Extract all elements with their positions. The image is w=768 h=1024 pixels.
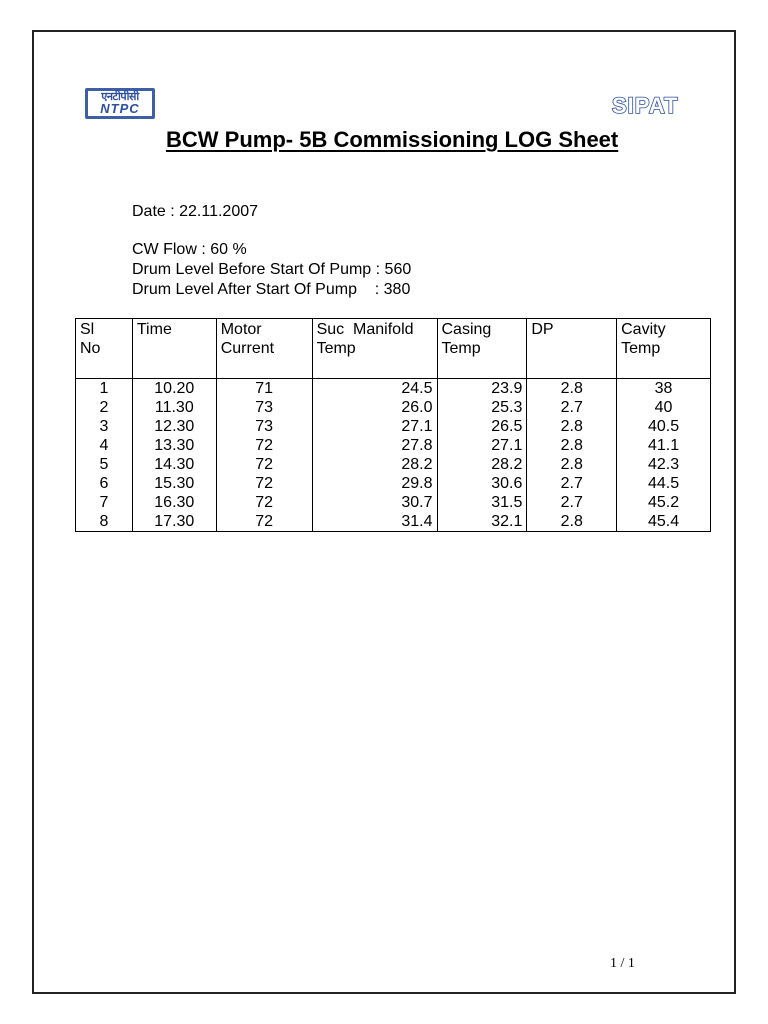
column-header-casing-temp: Casing Temp bbox=[437, 319, 527, 379]
date-line: Date : 22.11.2007 bbox=[132, 203, 259, 220]
table-cell: 14.30 bbox=[132, 455, 216, 474]
table-cell: 15.30 bbox=[132, 474, 216, 493]
table-cell: 23.9 bbox=[437, 379, 527, 399]
table-row bbox=[76, 455, 711, 474]
table-cell: 1 bbox=[76, 379, 133, 399]
table-row bbox=[76, 398, 711, 417]
table-cell: 2.8 bbox=[527, 379, 617, 399]
table-row bbox=[76, 493, 711, 512]
table-cell: 4 bbox=[76, 436, 133, 455]
page-title: BCW Pump- 5B Commissioning LOG Sheet bbox=[166, 127, 619, 152]
table-cell: 31.4 bbox=[312, 512, 437, 532]
drum-level-after-line: Drum Level After Start Of Pump : 380 bbox=[132, 281, 411, 298]
column-header-sl-no: Sl No bbox=[76, 319, 133, 379]
table-cell: 30.6 bbox=[437, 474, 527, 493]
table-cell: 5 bbox=[76, 455, 133, 474]
table-cell: 3 bbox=[76, 417, 133, 436]
table-cell: 25.3 bbox=[437, 398, 527, 417]
table-cell: 2 bbox=[76, 398, 133, 417]
table-cell: 31.5 bbox=[437, 493, 527, 512]
table-cell: 45.4 bbox=[617, 512, 711, 532]
table-cell: 40 bbox=[617, 398, 711, 417]
table-header-row bbox=[76, 319, 711, 379]
table-cell: 41.1 bbox=[617, 436, 711, 455]
table-cell: 26.5 bbox=[437, 417, 527, 436]
table-cell: 16.30 bbox=[132, 493, 216, 512]
table-cell: 72 bbox=[216, 493, 312, 512]
table-cell: 40.5 bbox=[617, 417, 711, 436]
table-row bbox=[76, 512, 711, 532]
table-cell: 45.2 bbox=[617, 493, 711, 512]
table-cell: 27.1 bbox=[312, 417, 437, 436]
logo-english-text: NTPC bbox=[100, 101, 140, 116]
table-cell: 2.8 bbox=[527, 455, 617, 474]
table-cell: 13.30 bbox=[132, 436, 216, 455]
table-cell: 7 bbox=[76, 493, 133, 512]
table-cell: 26.0 bbox=[312, 398, 437, 417]
table-cell: 30.7 bbox=[312, 493, 437, 512]
table-cell: 29.8 bbox=[312, 474, 437, 493]
table-cell: 2.8 bbox=[527, 417, 617, 436]
table-cell: 72 bbox=[216, 512, 312, 532]
table-cell: 2.7 bbox=[527, 493, 617, 512]
table-cell: 27.8 bbox=[312, 436, 437, 455]
column-header-cavity-temp: Cavity Temp bbox=[617, 319, 711, 379]
table-cell: 72 bbox=[216, 474, 312, 493]
ntpc-logo bbox=[85, 88, 155, 119]
table-cell: 6 bbox=[76, 474, 133, 493]
column-header-dp: DP bbox=[527, 319, 617, 379]
table-cell: 2.8 bbox=[527, 512, 617, 532]
table-cell: 11.30 bbox=[132, 398, 216, 417]
site-name: SIPAT bbox=[612, 93, 679, 118]
table-cell: 8 bbox=[76, 512, 133, 532]
table-row bbox=[76, 436, 711, 455]
table-cell: 27.1 bbox=[437, 436, 527, 455]
table-cell: 28.2 bbox=[312, 455, 437, 474]
table-cell: 10.20 bbox=[132, 379, 216, 399]
table-cell: 71 bbox=[216, 379, 312, 399]
drum-level-before-line: Drum Level Before Start Of Pump : 560 bbox=[132, 261, 412, 278]
table-row bbox=[76, 417, 711, 436]
table-cell: 32.1 bbox=[437, 512, 527, 532]
table-cell: 73 bbox=[216, 398, 312, 417]
table-cell: 12.30 bbox=[132, 417, 216, 436]
table-cell: 17.30 bbox=[132, 512, 216, 532]
table-row bbox=[76, 474, 711, 493]
table-cell: 28.2 bbox=[437, 455, 527, 474]
cw-flow-line: CW Flow : 60 % bbox=[132, 241, 247, 258]
column-header-motor-current: Motor Current bbox=[216, 319, 312, 379]
table-cell: 42.3 bbox=[617, 455, 711, 474]
log-table bbox=[75, 318, 711, 532]
table-row bbox=[76, 379, 711, 399]
table-cell: 72 bbox=[216, 455, 312, 474]
table-cell: 44.5 bbox=[617, 474, 711, 493]
column-header-time: Time bbox=[132, 319, 216, 379]
page-number: 1 / 1 bbox=[610, 956, 635, 971]
table-cell: 2.7 bbox=[527, 474, 617, 493]
table-cell: 38 bbox=[617, 379, 711, 399]
table-cell: 2.8 bbox=[527, 436, 617, 455]
table-cell: 2.7 bbox=[527, 398, 617, 417]
logo-hindi-text: एनटीपीसी bbox=[101, 90, 139, 103]
column-header-suc-manifold-temp: Suc Manifold Temp bbox=[312, 319, 437, 379]
table-cell: 24.5 bbox=[312, 379, 437, 399]
table-cell: 73 bbox=[216, 417, 312, 436]
table-cell: 72 bbox=[216, 436, 312, 455]
